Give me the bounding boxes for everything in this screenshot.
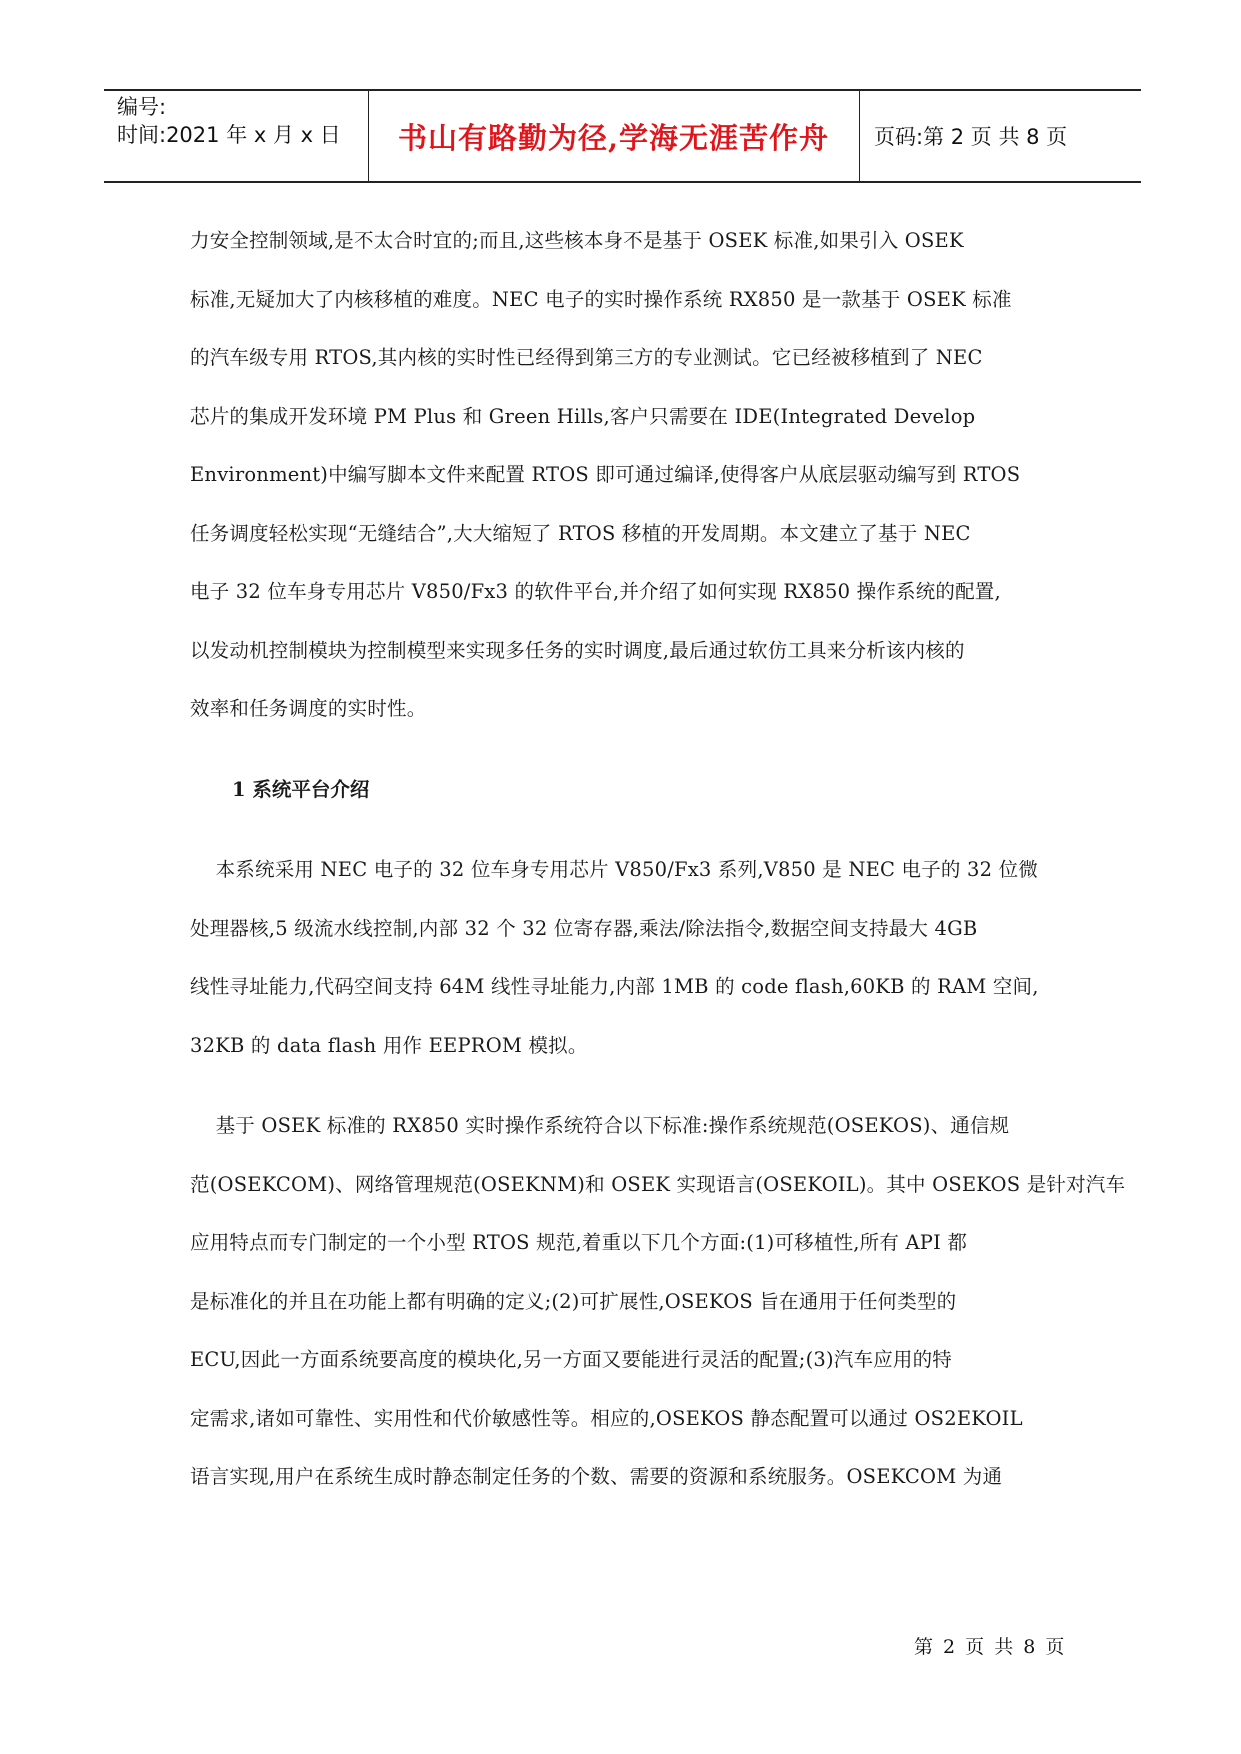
section-heading: 1 系统平台介绍: [232, 777, 370, 801]
document-number-label: 编号:: [117, 95, 167, 119]
text-line: 力安全控制领域,是不太合时宜的;而且,这些核本身不是基于 OSEK 标准,如果引入 OSEK: [190, 229, 964, 252]
paragraph-gap: [190, 1075, 1070, 1097]
header-divider: [859, 91, 860, 181]
text-line: 范(OSEKCOM)、网络管理规范(OSEKNM)和 OSEK 实现语言(OSEKOIL)。其中 OSEKOS 是针对汽车: [190, 1172, 1126, 1196]
page-footer-number: 第 2 页 共 8 页: [914, 1636, 1067, 1658]
text-line: ECU,因此一方面系统要高度的模块化,另一方面又要能进行灵活的配置;(3)汽车应用的特: [190, 1348, 952, 1371]
text-line: 效率和任务调度的实时性。: [190, 697, 427, 720]
document-time-label: 时间:2021 年 x 月 x 日: [117, 123, 341, 147]
text-line: 语言实现,用户在系统生成时静态制定任务的个数、需要的资源和系统服务。OSEKCOM 为通: [190, 1465, 1003, 1488]
paragraph-osek: [190, 1097, 1126, 1507]
text-line: 的汽车级专用 RTOS,其内核的实时性已经得到第三方的专业测试。它已经被移植到了 NEC: [190, 346, 983, 369]
document-body: [190, 212, 1126, 1507]
text-line: 以发动机控制模块为控制模型来实现多任务的实时调度,最后通过软仿工具来分析该内核的: [190, 638, 965, 662]
page-header: [104, 89, 1141, 183]
text-line: 任务调度轻松实现“无缝结合”,大大缩短了 RTOS 移植的开发周期。本文建立了基于 NEC: [190, 521, 971, 545]
paragraph-gap: [190, 819, 1070, 841]
text-line: 线性寻址能力,代码空间支持 64M 线性寻址能力,内部 1MB 的 code flash,60KB 的 RAM 空间,: [190, 975, 1039, 998]
paragraph-intro: [190, 212, 1070, 739]
text-line: 标准,无疑加大了内核移植的难度。NEC 电子的实时操作系统 RX850 是一款基于 OSEK 标准: [190, 287, 1012, 311]
text-line: 芯片的集成开发环境 PM Plus 和 Green Hills,客户只需要在 IDE(Integrated Develop: [190, 404, 976, 428]
text-line: 处理器核,5 级流水线控制,内部 32 个 32 位寄存器,乘法/除法指令,数据空间支持最大 4GB: [190, 916, 978, 940]
header-meta: [117, 93, 341, 149]
text-line: 基于 OSEK 标准的 RX850 实时操作系统符合以下标准:操作系统规范(OSEKOS)、通信规: [190, 1114, 1010, 1137]
text-line: 应用特点而专门制定的一个小型 RTOS 规范,着重以下几个方面:(1)可移植性,所有 API 都: [190, 1231, 968, 1254]
text-line: 电子 32 位车身专用芯片 V850/Fx3 的软件平台,并介绍了如何实现 RX850 操作系统的配置,: [190, 580, 1001, 603]
text-line: Environment)中编写脚本文件来配置 RTOS 即可通过编译,使得客户从底层驱动编写到 RTOS: [190, 463, 1021, 486]
header-page-number: 页码:第 2 页 共 8 页: [874, 125, 1068, 149]
paragraph-gap: [190, 739, 1070, 761]
paragraph-platform: [190, 841, 1070, 1075]
text-line: 32KB 的 data flash 用作 EEPROM 模拟。: [190, 1033, 588, 1057]
text-line: 定需求,诸如可靠性、实用性和代价敏感性等。相应的,OSEKOS 静态配置可以通过 OS2EKOIL: [190, 1406, 1023, 1430]
text-line: 是标准化的并且在功能上都有明确的定义;(2)可扩展性,OSEKOS 旨在通用于任何类型的: [190, 1289, 957, 1313]
header-motto: 书山有路勤为径,学海无涯苦作舟: [397, 120, 830, 155]
text-line: 本系统采用 NEC 电子的 32 位车身专用芯片 V850/Fx3 系列,V850 是 NEC 电子的 32 位微: [190, 858, 1039, 881]
